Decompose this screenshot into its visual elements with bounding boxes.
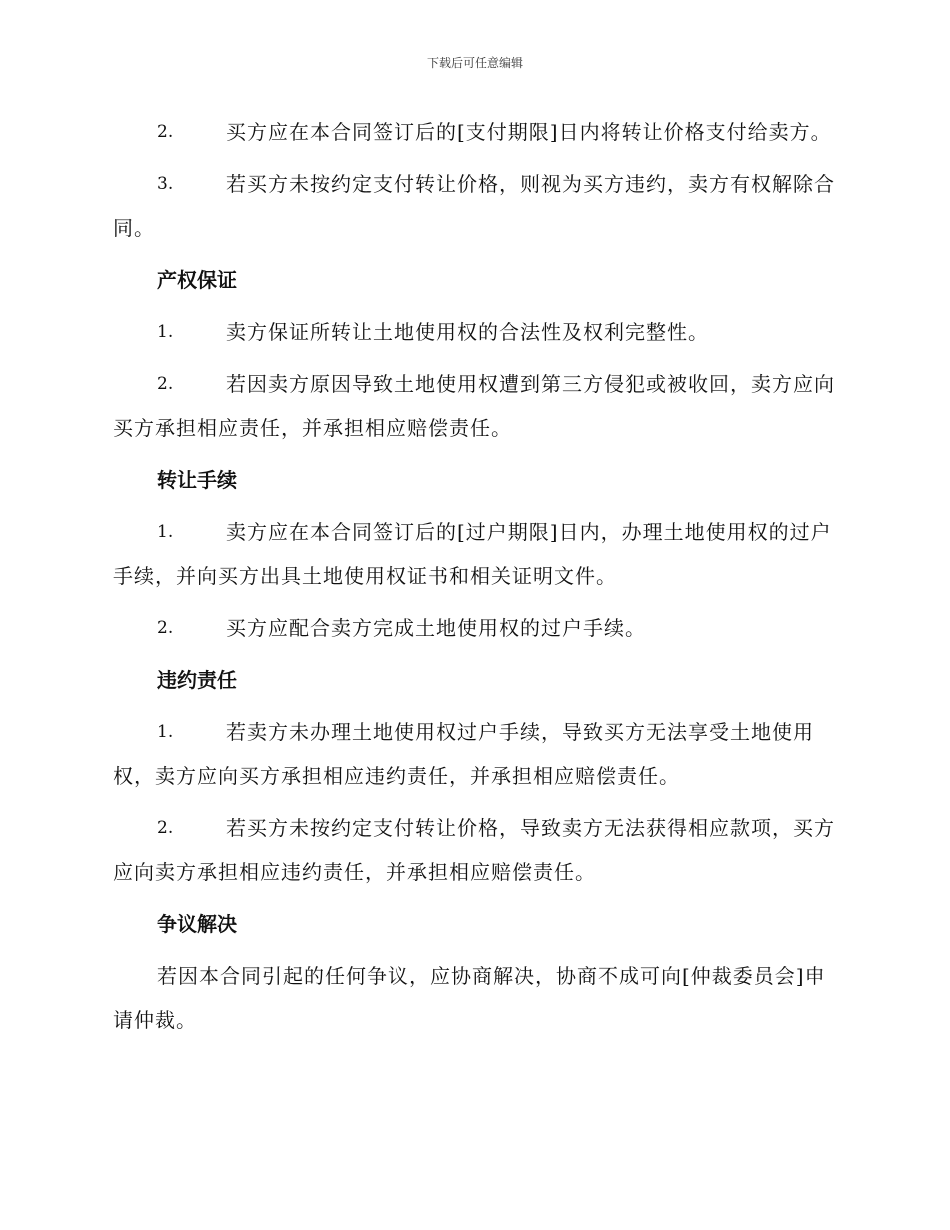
clause-paragraph — [113, 162, 835, 250]
clause-number: 2. — [157, 618, 174, 638]
clause-text: 卖方保证所转让土地使用权的合法性及权利完整性。 — [226, 320, 709, 344]
clause-paragraph — [113, 310, 835, 354]
clause-paragraph — [113, 806, 835, 894]
clause-paragraph — [113, 710, 835, 798]
clause-number: 1. — [157, 522, 174, 542]
clause-number: 2. — [157, 122, 174, 142]
clause-number: 1. — [157, 322, 174, 342]
section-heading: 违约责任 — [157, 668, 237, 692]
section-heading: 产权保证 — [157, 268, 237, 292]
clause-number: 1. — [157, 722, 174, 742]
clause-text: 若买方未按约定支付转让价格，导致卖方无法获得相应款项，买方应向卖方承担相应违约责任，并承担相应赔偿责任。 — [113, 816, 835, 884]
document-body — [113, 110, 835, 1050]
clause-paragraph: 若因本合同引起的任何争议，应协商解决，协商不成可向[仲裁委员会]申请仲裁。 — [113, 964, 826, 1032]
clause-paragraph — [113, 362, 835, 450]
clause-text: 若买方未按约定支付转让价格，则视为买方违约，卖方有权解除合同。 — [113, 172, 835, 240]
clause-text: 买方应在本合同签订后的[支付期限]日内将转让价格支付给卖方。 — [226, 120, 832, 144]
clause-number: 2. — [157, 374, 174, 394]
section-heading: 转让手续 — [157, 468, 237, 492]
clause-number: 3. — [157, 174, 174, 194]
clause-text: 卖方应在本合同签订后的[过户期限]日内，办理土地使用权的过户手续，并向买方出具土地使用权证书和相关证明文件。 — [113, 520, 832, 588]
clause-text: 买方应配合卖方完成土地使用权的过户手续。 — [226, 616, 646, 640]
section-heading: 争议解决 — [157, 912, 237, 936]
page-header: 下载后可任意编辑 — [426, 56, 523, 70]
clause-paragraph — [113, 110, 835, 154]
clause-text: 若因卖方原因导致土地使用权遭到第三方侵犯或被收回，卖方应向买方承担相应责任，并承担相应赔偿责任。 — [113, 372, 835, 440]
clause-paragraph — [113, 510, 835, 598]
clause-number: 2. — [157, 818, 174, 838]
clause-paragraph — [113, 606, 835, 650]
clause-text: 若卖方未办理土地使用权过户手续，导致买方无法享受土地使用权，卖方应向买方承担相应违约责任，并承担相应赔偿责任。 — [113, 720, 814, 788]
